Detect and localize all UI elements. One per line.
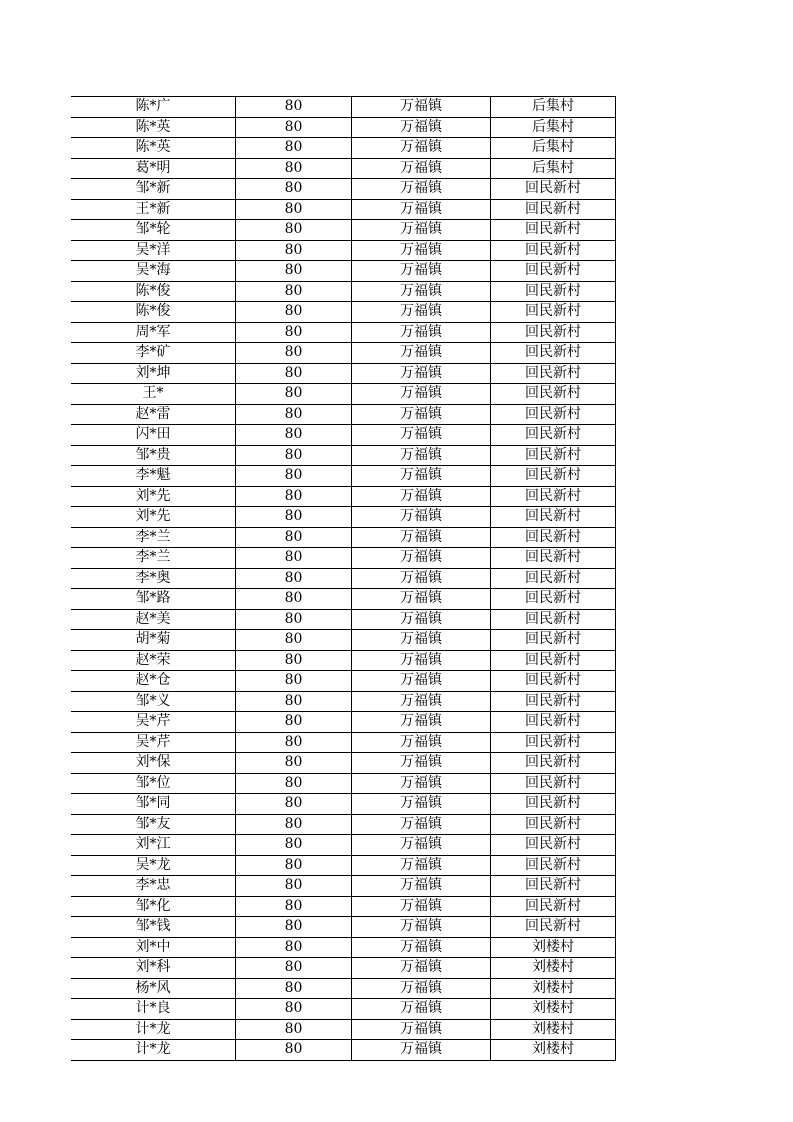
amount-cell: 80 <box>236 97 352 118</box>
town-cell: 万福镇 <box>352 609 491 630</box>
amount-cell: 80 <box>236 445 352 466</box>
amount-cell: 80 <box>236 630 352 651</box>
table-row <box>71 958 616 979</box>
amount-cell: 80 <box>236 138 352 159</box>
amount-cell: 80 <box>236 999 352 1020</box>
village-cell: 回民新村 <box>491 466 616 487</box>
table-row <box>71 691 616 712</box>
town-cell: 万福镇 <box>352 261 491 282</box>
table-row <box>71 712 616 733</box>
name-cell: 陈*英 <box>71 138 236 159</box>
amount-cell: 80 <box>236 814 352 835</box>
amount-cell: 80 <box>236 589 352 610</box>
name-cell: 邹*同 <box>71 794 236 815</box>
amount-cell: 80 <box>236 302 352 323</box>
name-cell: 邹*路 <box>71 589 236 610</box>
amount-cell: 80 <box>236 527 352 548</box>
town-cell: 万福镇 <box>352 322 491 343</box>
name-cell: 陈*英 <box>71 117 236 138</box>
village-cell: 回民新村 <box>491 609 616 630</box>
village-cell: 回民新村 <box>491 486 616 507</box>
village-cell: 刘楼村 <box>491 958 616 979</box>
table-row <box>71 568 616 589</box>
table-row <box>71 322 616 343</box>
amount-cell: 80 <box>236 404 352 425</box>
amount-cell: 80 <box>236 835 352 856</box>
table-row <box>71 835 616 856</box>
amount-cell: 80 <box>236 896 352 917</box>
table-row <box>71 486 616 507</box>
town-cell: 万福镇 <box>352 425 491 446</box>
name-cell: 邹*义 <box>71 691 236 712</box>
village-cell: 回民新村 <box>491 814 616 835</box>
town-cell: 万福镇 <box>352 199 491 220</box>
town-cell: 万福镇 <box>352 794 491 815</box>
amount-cell: 80 <box>236 671 352 692</box>
table-body <box>71 97 616 1061</box>
town-cell: 万福镇 <box>352 712 491 733</box>
town-cell: 万福镇 <box>352 445 491 466</box>
amount-cell: 80 <box>236 753 352 774</box>
town-cell: 万福镇 <box>352 117 491 138</box>
town-cell: 万福镇 <box>352 568 491 589</box>
name-cell: 刘*先 <box>71 486 236 507</box>
amount-cell: 80 <box>236 179 352 200</box>
village-cell: 回民新村 <box>491 630 616 651</box>
amount-cell: 80 <box>236 466 352 487</box>
town-cell: 万福镇 <box>352 220 491 241</box>
town-cell: 万福镇 <box>352 158 491 179</box>
table-row <box>71 589 616 610</box>
name-cell: 赵*荣 <box>71 650 236 671</box>
data-table <box>71 96 616 1061</box>
town-cell: 万福镇 <box>352 384 491 405</box>
table-row <box>71 917 616 938</box>
village-cell: 回民新村 <box>491 507 616 528</box>
village-cell: 回民新村 <box>491 261 616 282</box>
table-row <box>71 343 616 364</box>
amount-cell: 80 <box>236 978 352 999</box>
town-cell: 万福镇 <box>352 281 491 302</box>
name-cell: 邹*新 <box>71 179 236 200</box>
amount-cell: 80 <box>236 650 352 671</box>
village-cell: 回民新村 <box>491 712 616 733</box>
table-row <box>71 650 616 671</box>
name-cell: 刘*中 <box>71 937 236 958</box>
name-cell: 吴*洋 <box>71 240 236 261</box>
town-cell: 万福镇 <box>352 978 491 999</box>
village-cell: 回民新村 <box>491 363 616 384</box>
town-cell: 万福镇 <box>352 773 491 794</box>
table-row <box>71 281 616 302</box>
name-cell: 李*矿 <box>71 343 236 364</box>
table-row <box>71 855 616 876</box>
table-row <box>71 548 616 569</box>
amount-cell: 80 <box>236 773 352 794</box>
village-cell: 回民新村 <box>491 589 616 610</box>
name-cell: 周*军 <box>71 322 236 343</box>
table-row <box>71 630 616 651</box>
name-cell: 赵*仓 <box>71 671 236 692</box>
town-cell: 万福镇 <box>352 363 491 384</box>
amount-cell: 80 <box>236 794 352 815</box>
amount-cell: 80 <box>236 199 352 220</box>
table-row <box>71 937 616 958</box>
name-cell: 刘*保 <box>71 753 236 774</box>
table-row <box>71 138 616 159</box>
town-cell: 万福镇 <box>352 507 491 528</box>
table-row <box>71 773 616 794</box>
table-row <box>71 117 616 138</box>
name-cell: 邹*位 <box>71 773 236 794</box>
name-cell: 陈*俊 <box>71 281 236 302</box>
amount-cell: 80 <box>236 240 352 261</box>
amount-cell: 80 <box>236 117 352 138</box>
name-cell: 刘*先 <box>71 507 236 528</box>
town-cell: 万福镇 <box>352 630 491 651</box>
name-cell: 吴*芹 <box>71 712 236 733</box>
amount-cell: 80 <box>236 1040 352 1061</box>
name-cell: 计*龙 <box>71 1019 236 1040</box>
amount-cell: 80 <box>236 384 352 405</box>
village-cell: 回民新村 <box>491 732 616 753</box>
name-cell: 赵*美 <box>71 609 236 630</box>
table-row <box>71 199 616 220</box>
village-cell: 回民新村 <box>491 343 616 364</box>
table-row <box>71 794 616 815</box>
town-cell: 万福镇 <box>352 876 491 897</box>
name-cell: 邹*贵 <box>71 445 236 466</box>
town-cell: 万福镇 <box>352 650 491 671</box>
town-cell: 万福镇 <box>352 753 491 774</box>
table-row <box>71 1019 616 1040</box>
table-row <box>71 302 616 323</box>
table-row <box>71 527 616 548</box>
name-cell: 邹*轮 <box>71 220 236 241</box>
amount-cell: 80 <box>236 958 352 979</box>
amount-cell: 80 <box>236 486 352 507</box>
table-row <box>71 404 616 425</box>
name-cell: 杨*风 <box>71 978 236 999</box>
name-cell: 李*魁 <box>71 466 236 487</box>
name-cell: 吴*龙 <box>71 855 236 876</box>
name-cell: 刘*坤 <box>71 363 236 384</box>
name-cell: 王*新 <box>71 199 236 220</box>
village-cell: 刘楼村 <box>491 978 616 999</box>
town-cell: 万福镇 <box>352 527 491 548</box>
village-cell: 后集村 <box>491 158 616 179</box>
town-cell: 万福镇 <box>352 486 491 507</box>
village-cell: 回民新村 <box>491 199 616 220</box>
table-row <box>71 179 616 200</box>
amount-cell: 80 <box>236 261 352 282</box>
name-cell: 计*良 <box>71 999 236 1020</box>
village-cell: 回民新村 <box>491 384 616 405</box>
table-row <box>71 425 616 446</box>
name-cell: 李*兰 <box>71 527 236 548</box>
village-cell: 后集村 <box>491 97 616 118</box>
village-cell: 刘楼村 <box>491 1019 616 1040</box>
town-cell: 万福镇 <box>352 138 491 159</box>
name-cell: 王* <box>71 384 236 405</box>
town-cell: 万福镇 <box>352 302 491 323</box>
amount-cell: 80 <box>236 1019 352 1040</box>
table-row <box>71 732 616 753</box>
table-row <box>71 158 616 179</box>
name-cell: 李*奥 <box>71 568 236 589</box>
table-row <box>71 671 616 692</box>
village-cell: 回民新村 <box>491 179 616 200</box>
amount-cell: 80 <box>236 917 352 938</box>
town-cell: 万福镇 <box>352 671 491 692</box>
amount-cell: 80 <box>236 691 352 712</box>
amount-cell: 80 <box>236 343 352 364</box>
village-cell: 回民新村 <box>491 281 616 302</box>
name-cell: 刘*科 <box>71 958 236 979</box>
village-cell: 回民新村 <box>491 220 616 241</box>
amount-cell: 80 <box>236 425 352 446</box>
table-row <box>71 445 616 466</box>
table-row <box>71 876 616 897</box>
name-cell: 闪*田 <box>71 425 236 446</box>
amount-cell: 80 <box>236 855 352 876</box>
amount-cell: 80 <box>236 937 352 958</box>
table-row <box>71 1040 616 1061</box>
town-cell: 万福镇 <box>352 835 491 856</box>
town-cell: 万福镇 <box>352 1040 491 1061</box>
village-cell: 回民新村 <box>491 876 616 897</box>
town-cell: 万福镇 <box>352 404 491 425</box>
town-cell: 万福镇 <box>352 958 491 979</box>
table-row <box>71 507 616 528</box>
village-cell: 回民新村 <box>491 322 616 343</box>
name-cell: 胡*菊 <box>71 630 236 651</box>
village-cell: 刘楼村 <box>491 999 616 1020</box>
town-cell: 万福镇 <box>352 732 491 753</box>
village-cell: 回民新村 <box>491 855 616 876</box>
village-cell: 后集村 <box>491 138 616 159</box>
table-row <box>71 220 616 241</box>
table-row <box>71 363 616 384</box>
table-row <box>71 466 616 487</box>
village-cell: 回民新村 <box>491 753 616 774</box>
village-cell: 回民新村 <box>491 835 616 856</box>
table-row <box>71 384 616 405</box>
table-row <box>71 753 616 774</box>
village-cell: 回民新村 <box>491 671 616 692</box>
town-cell: 万福镇 <box>352 179 491 200</box>
amount-cell: 80 <box>236 609 352 630</box>
name-cell: 邹*钱 <box>71 917 236 938</box>
name-cell: 李*兰 <box>71 548 236 569</box>
name-cell: 计*龙 <box>71 1040 236 1061</box>
village-cell: 回民新村 <box>491 917 616 938</box>
name-cell: 吴*芹 <box>71 732 236 753</box>
village-cell: 回民新村 <box>491 445 616 466</box>
town-cell: 万福镇 <box>352 466 491 487</box>
village-cell: 回民新村 <box>491 404 616 425</box>
village-cell: 回民新村 <box>491 794 616 815</box>
amount-cell: 80 <box>236 322 352 343</box>
village-cell: 回民新村 <box>491 896 616 917</box>
amount-cell: 80 <box>236 363 352 384</box>
table-row <box>71 814 616 835</box>
amount-cell: 80 <box>236 568 352 589</box>
table-row <box>71 609 616 630</box>
village-cell: 回民新村 <box>491 650 616 671</box>
name-cell: 吴*海 <box>71 261 236 282</box>
village-cell: 回民新村 <box>491 568 616 589</box>
name-cell: 陈*俊 <box>71 302 236 323</box>
table-row <box>71 261 616 282</box>
name-cell: 刘*江 <box>71 835 236 856</box>
amount-cell: 80 <box>236 712 352 733</box>
table-row <box>71 240 616 261</box>
name-cell: 邹*友 <box>71 814 236 835</box>
name-cell: 葛*明 <box>71 158 236 179</box>
town-cell: 万福镇 <box>352 548 491 569</box>
town-cell: 万福镇 <box>352 896 491 917</box>
village-cell: 回民新村 <box>491 548 616 569</box>
amount-cell: 80 <box>236 876 352 897</box>
village-cell: 回民新村 <box>491 773 616 794</box>
name-cell: 李*忠 <box>71 876 236 897</box>
village-cell: 回民新村 <box>491 425 616 446</box>
town-cell: 万福镇 <box>352 240 491 261</box>
name-cell: 陈*广 <box>71 97 236 118</box>
town-cell: 万福镇 <box>352 1019 491 1040</box>
table-row <box>71 978 616 999</box>
name-cell: 赵*雷 <box>71 404 236 425</box>
town-cell: 万福镇 <box>352 855 491 876</box>
village-cell: 回民新村 <box>491 527 616 548</box>
amount-cell: 80 <box>236 507 352 528</box>
village-cell: 回民新村 <box>491 302 616 323</box>
town-cell: 万福镇 <box>352 917 491 938</box>
village-cell: 刘楼村 <box>491 937 616 958</box>
table-row <box>71 896 616 917</box>
amount-cell: 80 <box>236 732 352 753</box>
town-cell: 万福镇 <box>352 814 491 835</box>
table-row <box>71 97 616 118</box>
town-cell: 万福镇 <box>352 343 491 364</box>
name-cell: 邹*化 <box>71 896 236 917</box>
town-cell: 万福镇 <box>352 97 491 118</box>
table-row <box>71 999 616 1020</box>
town-cell: 万福镇 <box>352 937 491 958</box>
town-cell: 万福镇 <box>352 999 491 1020</box>
amount-cell: 80 <box>236 281 352 302</box>
village-cell: 回民新村 <box>491 691 616 712</box>
village-cell: 后集村 <box>491 117 616 138</box>
town-cell: 万福镇 <box>352 691 491 712</box>
town-cell: 万福镇 <box>352 589 491 610</box>
amount-cell: 80 <box>236 220 352 241</box>
village-cell: 回民新村 <box>491 240 616 261</box>
village-cell: 刘楼村 <box>491 1040 616 1061</box>
amount-cell: 80 <box>236 548 352 569</box>
amount-cell: 80 <box>236 158 352 179</box>
